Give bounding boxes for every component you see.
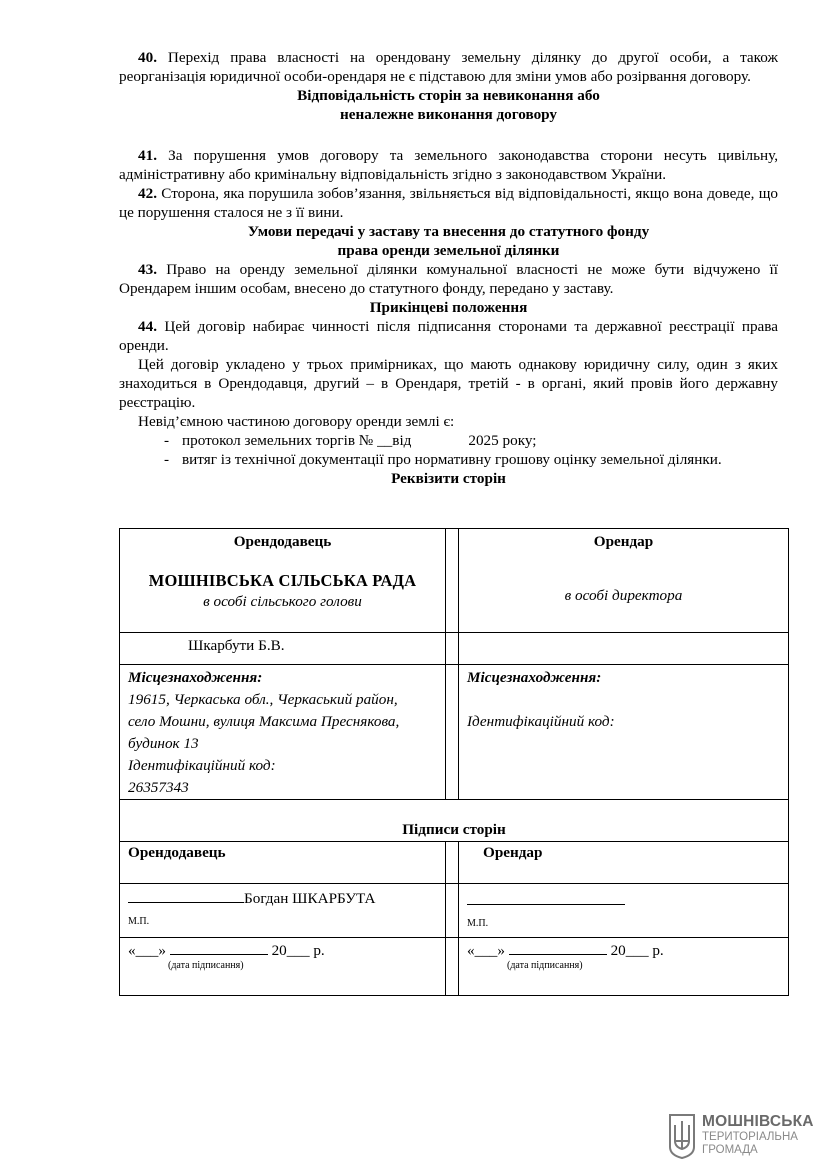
heading-final: Прикінцеві положення bbox=[369, 299, 528, 316]
table-row bbox=[120, 529, 789, 633]
paragraph-annex: Невід’ємною частиною договору оренди землі є: bbox=[138, 413, 455, 430]
lessee-person-cell bbox=[459, 633, 789, 665]
annex-item: - протокол земельних торгів № __від 2025 року; bbox=[164, 432, 537, 449]
lessee-date-cell bbox=[459, 938, 789, 996]
date-day: «___» bbox=[467, 942, 505, 959]
lessor-rep: в особі сільського голови bbox=[203, 593, 362, 610]
date-year: 20___ р. bbox=[271, 942, 325, 959]
lessee-location-label: Місцезнаходження: bbox=[467, 669, 602, 686]
table-row bbox=[120, 800, 789, 842]
table-row bbox=[120, 633, 789, 665]
signature-line bbox=[128, 902, 244, 903]
heading-responsibility-2: неналежне виконання договору bbox=[339, 106, 558, 123]
clause-text: За порушення умов договору та земельного законодавства сторони несуть цивільну, адміністративну або кримінальну відповідальність згідно з законодавством України. bbox=[119, 147, 778, 183]
table-row bbox=[120, 665, 789, 800]
logo-line: ГРОМАДА bbox=[702, 1144, 758, 1156]
lessor-signature-cell bbox=[120, 884, 446, 938]
clause-number: 44. bbox=[138, 318, 157, 335]
heading-pledge-2: права оренди земельної ділянки bbox=[337, 242, 560, 259]
sign-lessee-label: Орендар bbox=[459, 842, 789, 884]
requisites-table bbox=[119, 528, 789, 996]
lessor-address-line: будинок 13 bbox=[128, 735, 199, 752]
signature-line bbox=[467, 890, 625, 905]
paragraph-42 bbox=[119, 184, 778, 222]
stamp-label: М.П. bbox=[128, 916, 150, 927]
table-row bbox=[120, 842, 789, 884]
lessor-title: Орендодавець bbox=[233, 533, 332, 550]
spacer-cell bbox=[446, 633, 459, 665]
date-day: «___» bbox=[128, 942, 166, 959]
spacer-cell bbox=[446, 842, 459, 884]
lessee-rep: в особі директора bbox=[564, 587, 683, 604]
spacer-cell bbox=[446, 529, 459, 633]
paragraph-43 bbox=[119, 260, 778, 298]
date-caption: (дата підписання) bbox=[168, 960, 244, 971]
heading-pledge-1: Умови передачі у заставу та внесення до статутного фонду bbox=[247, 223, 650, 240]
logo-line: ТЕРИТОРІАЛЬНА bbox=[702, 1131, 798, 1143]
lessee-title: Орендар bbox=[593, 533, 654, 550]
lessor-person: Шкарбути Б.В. bbox=[188, 637, 285, 654]
lessor-address-line: 19615, Черкаська обл., Черкаський район, bbox=[128, 691, 398, 708]
lessor-id-code: 26357343 bbox=[128, 779, 189, 796]
document-body bbox=[119, 48, 778, 488]
table-row bbox=[120, 884, 789, 938]
lessor-person-cell bbox=[120, 633, 446, 665]
paragraph-44 bbox=[119, 317, 778, 355]
lessee-header-cell bbox=[459, 529, 789, 633]
clause-number: 40. bbox=[138, 49, 157, 66]
date-year: 20___ р. bbox=[610, 942, 664, 959]
lessee-location-cell bbox=[459, 665, 789, 800]
clause-text: Право на оренду земельної ділянки комунальної власності не може бути відчужено її Орендарем іншим особам, внесено до статутного фонду, передано у заставу. bbox=[119, 261, 778, 297]
paragraph-41 bbox=[119, 146, 778, 184]
table-row bbox=[120, 938, 789, 996]
paragraph-copies: Цей договір укладено у трьох примірниках, що мають однакову юридичну силу, один з яких знаходиться в Орендодавця, другий – в Орендаря, третій - в органі, який провів його державну реєстрацію. bbox=[119, 356, 778, 411]
heading-responsibility-1: Відповідальність сторін за невиконання або bbox=[297, 87, 600, 104]
spacer-cell bbox=[446, 665, 459, 800]
lessor-signer: Богдан ШКАРБУТА bbox=[244, 890, 376, 907]
clause-number: 41. bbox=[138, 147, 157, 164]
clause-text: Перехід права власності на орендовану земельну ділянку до другої особи, а також реорганізація юридичної особи-орендаря не є підставою для зміни умов або розірвання договору. bbox=[119, 49, 778, 85]
spacer-cell bbox=[446, 884, 459, 938]
annex-item: - витяг із технічної документації про нормативну грошову оцінку земельної ділянки. bbox=[164, 451, 722, 468]
community-logo bbox=[667, 1113, 814, 1161]
trident-icon bbox=[667, 1113, 697, 1159]
clause-text: Цей договір набирає чинності після підписання сторонами та державної реєстрації права оренди. bbox=[119, 318, 778, 354]
logo-subtitle bbox=[702, 1131, 798, 1157]
annex-item-text: протокол земельних торгів № __від 2025 року; bbox=[182, 432, 537, 449]
logo-title: МОШНІВСЬКА bbox=[702, 1113, 814, 1130]
date-caption: (дата підписання) bbox=[507, 960, 583, 971]
clause-number: 42. bbox=[138, 185, 157, 202]
lessor-id-label: Ідентифікаційний код: bbox=[128, 757, 276, 774]
date-month-line bbox=[170, 954, 268, 955]
paragraph-40 bbox=[119, 48, 778, 86]
lessor-name: МОШНІВСЬКА СІЛЬСЬКА РАДА bbox=[148, 571, 417, 590]
lessee-id-label: Ідентифікаційний код: bbox=[467, 713, 615, 730]
heading-requisites: Реквізити сторін bbox=[391, 470, 506, 487]
lessor-location-label: Місцезнаходження: bbox=[128, 669, 263, 686]
stamp-label: М.П. bbox=[467, 918, 489, 929]
lessor-location-cell bbox=[120, 665, 446, 800]
lessee-signature-cell bbox=[459, 884, 789, 938]
annex-item-text: витяг із технічної документації про нормативну грошову оцінку земельної ділянки. bbox=[182, 451, 722, 468]
date-month-line bbox=[509, 954, 607, 955]
clause-number: 43. bbox=[138, 261, 157, 278]
lessor-address-line: село Мошни, вулиця Максима Преснякова, bbox=[128, 713, 400, 730]
spacer-cell bbox=[446, 938, 459, 996]
sign-lessor-label: Орендодавець bbox=[120, 842, 446, 884]
lessor-date-cell bbox=[120, 938, 446, 996]
lessor-header-cell bbox=[120, 529, 446, 633]
signatures-title: Підписи сторін bbox=[120, 800, 789, 842]
clause-text: Сторона, яка порушила зобов’язання, звільняється від відповідальності, якщо вона доведе, що це порушення сталося не з її вини. bbox=[119, 185, 778, 221]
